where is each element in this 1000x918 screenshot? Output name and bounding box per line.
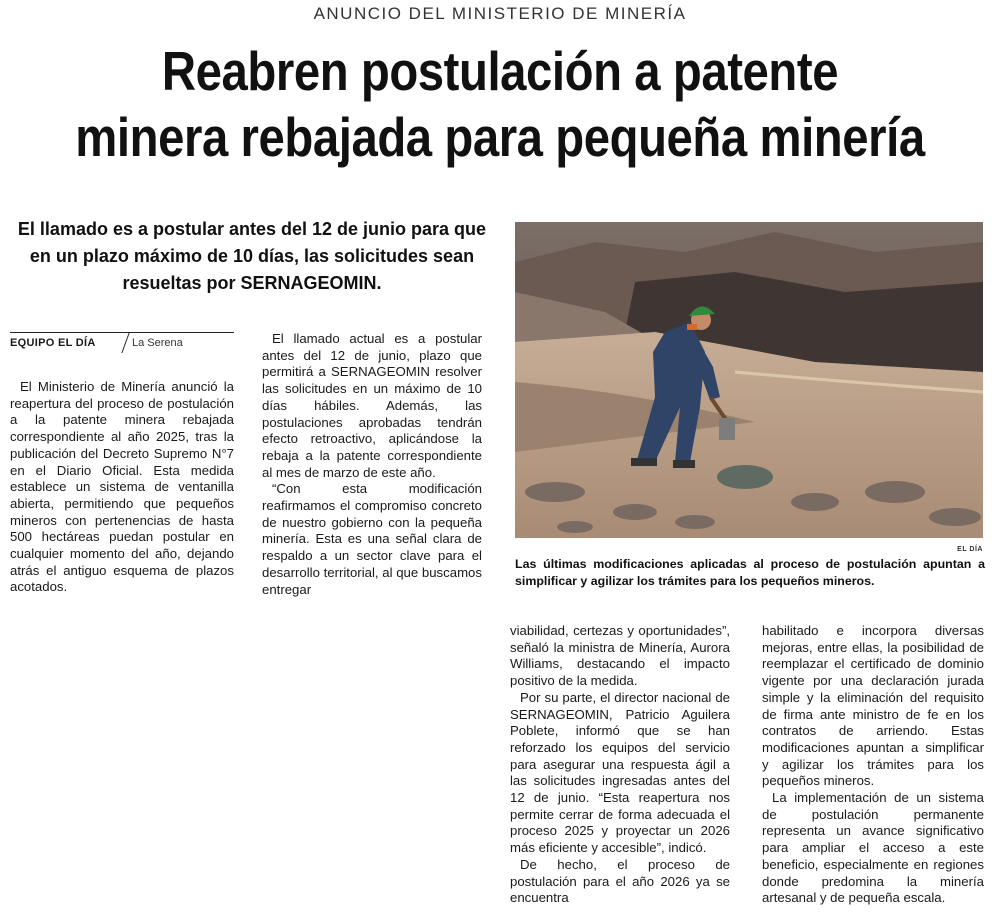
photo-caption: Las últimas modificaciones aplicadas al proceso de postulación apuntan a simplificar y agilizar los trámites para los pequeños mineros.: [515, 557, 985, 588]
byline: [10, 332, 234, 355]
photo-miner: [515, 222, 983, 538]
paragraph: El llamado actual es a postular antes del 12 de junio, plazo que permitirá a SERNAGEOMIN resolver las solicitudes en un máximo de 10 días hábiles. Además, las postulaciones aprobadas tendrán efecto retroactivo, aplicándose la rebaja a la patente correspondiente al mes de marzo de este año.: [262, 331, 482, 480]
body-column-2: [262, 331, 482, 598]
miner-illustration: [515, 222, 983, 538]
headline-line-1: Reabren postulación a patente: [161, 40, 839, 102]
body-column-3: [510, 623, 730, 907]
byline-author: EQUIPO EL DÍA: [10, 337, 96, 349]
deck-summary: El llamado es a postular antes del 12 de junio para que en un plazo máximo de 10 días, las solicitudes sean resueltas por SERNAGEOMIN.: [17, 219, 487, 293]
paragraph: La implementación de un sistema de postulación permanente representa un avance significativo para ampliar el acceso a este beneficio, especialmente en regiones donde predomina la minería artesanal y de pequeña escala.: [762, 790, 984, 906]
paragraph: El Ministerio de Minería anunció la reapertura del proceso de postulación a la patente minera rebajada correspondiente al año 2025, tras la publicación del Decreto Supremo N°7 en el Diario Oficial. Esta medida establece un sistema de ventanilla abierta, permitiendo que pequeños mineros con pertenencias de hasta 500 hectáreas puedan postular en cualquier momento del año, dejando atrás el antiguo esquema de plazos acotados.: [10, 379, 234, 595]
paragraph: viabilidad, certezas y oportunidades”, señaló la ministra de Minería, Aurora Williams, destacando el impacto positivo de la medida.: [510, 623, 730, 689]
byline-separator: [121, 333, 129, 353]
headline: [70, 38, 930, 170]
paragraph: habilitado e incorpora diversas mejoras, entre ellas, la posibilidad de reemplazar el certificado de dominio vigente por una declaración jurada simple y la eliminación del requisito de firma ante ministro de fe en los contratos de arriendo. Estas modificaciones apuntan a simplificar y agilizar los trámites para los pequeños mineros.: [762, 623, 984, 789]
body-column-4: [762, 623, 984, 907]
paragraph: Por su parte, el director nacional de SERNAGEOMIN, Patricio Aguilera Poblete, informó que se han reforzado los equipos del servicio para asegurar una respuesta ágil a las solicitudes ingresadas antes del 12 de junio. “Esta reapertura nos permite cerrar de forma adecuada el proceso 2025 y proyectar un 2026 más eficiente y accesible”, indicó.: [510, 689, 730, 856]
paragraph: “Con esta modificación reafirmamos el compromiso concreto de nuestro gobierno con la pequeña minería. Esta es una señal clara de respaldo a un sector clave para el desarrollo territorial, al que buscamos entregar: [262, 481, 482, 597]
section-kicker: ANUNCIO DEL MINISTERIO DE MINERÍA: [313, 4, 687, 23]
body-column-1: [10, 379, 234, 596]
headline-line-2: minera rebajada para pequeña minería: [75, 106, 925, 168]
photo-credit: EL DÍA: [957, 546, 983, 553]
paragraph: De hecho, el proceso de postulación para el año 2026 ya se encuentra: [510, 856, 730, 906]
byline-place: La Serena: [132, 337, 183, 349]
